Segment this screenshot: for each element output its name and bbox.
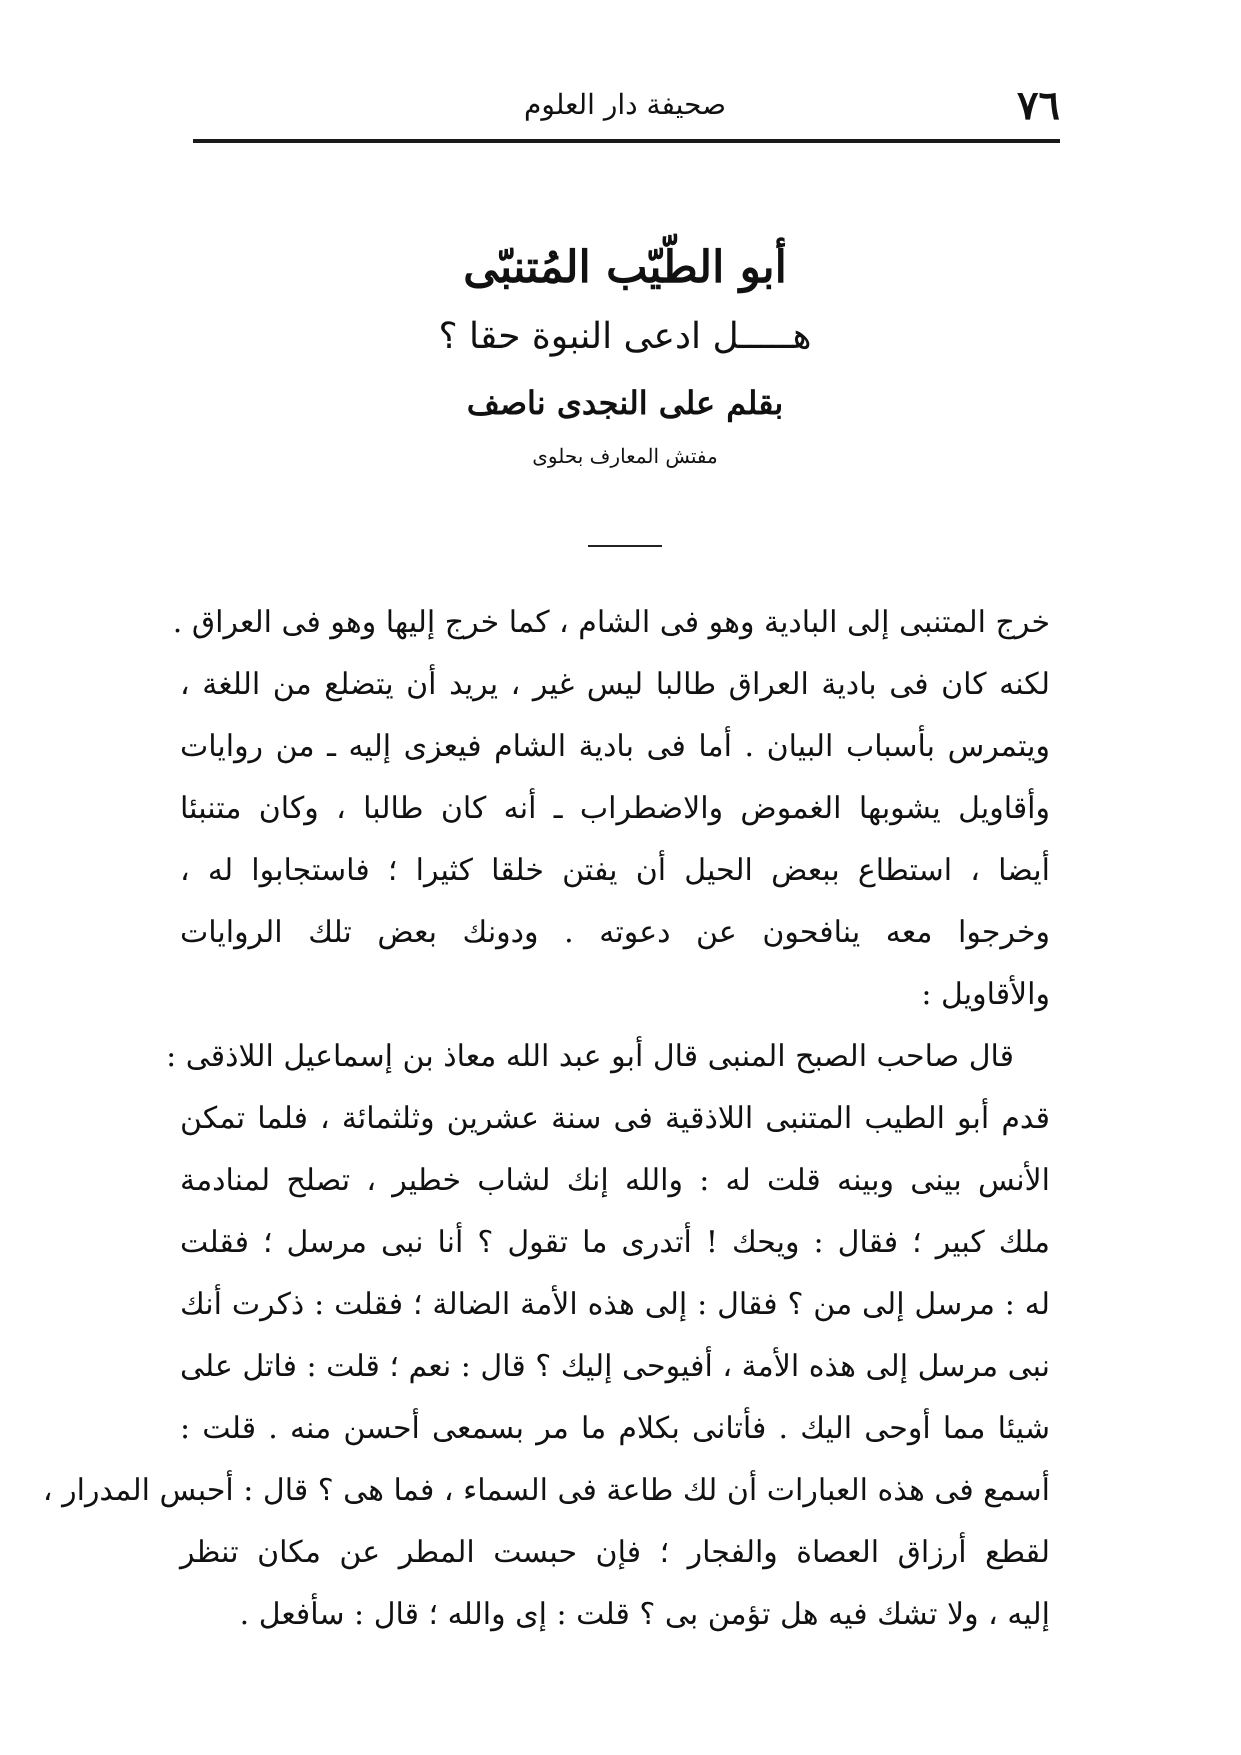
article-body bbox=[42, 592, 1050, 1646]
body-line: نبى مرسل إلى هذه الأمة ، أفيوحى إليك ؟ قال : نعم ؛ قلت : فاتل على bbox=[180, 1349, 1050, 1384]
journal-name: صحيفة دار العلوم bbox=[524, 88, 726, 121]
section-divider bbox=[588, 545, 662, 547]
body-line: وخرجوا معه ينافحون عن دعوته . ودونك بعض تلك الروايات bbox=[180, 915, 1050, 950]
article-subtitle: هـــــل ادعى النبوة حقا ؟ bbox=[438, 316, 812, 357]
body-line: ويتمرس بأسباب البيان . أما فى بادية الشام فيعزى إليه ـ من روايات bbox=[180, 729, 1050, 764]
article-author: بقلم على النجدى ناصف bbox=[466, 384, 784, 422]
header-rule bbox=[193, 139, 1060, 143]
body-line: أسمع فى هذه العبارات أن لك طاعة فى السماء ، فما هى ؟ قال : أحبس المدرار ، bbox=[42, 1473, 1050, 1508]
running-header bbox=[190, 80, 1060, 130]
body-line: والأقاويل : bbox=[921, 977, 1050, 1012]
body-line: قال صاحب الصبح المنبى قال أبو عبد الله معاذ بن إسماعيل اللاذقى : bbox=[166, 1039, 1014, 1074]
body-line: ملك كبير ؛ فقال : ويحك ! أتدرى ما تقول ؟ أنا نبى مرسل ؛ فقلت bbox=[180, 1225, 1050, 1260]
body-line: أيضا ، استطاع ببعض الحيل أن يفتن خلقا كثيرا ؛ فاستجابوا له ، bbox=[180, 853, 1050, 888]
body-line: لقطع أرزاق العصاة والفجار ؛ فإن حبست المطر عن مكان تنظر bbox=[180, 1535, 1050, 1570]
body-line: وأقاويل يشوبها الغموض والاضطراب ـ أنه كان طالبا ، وكان متنبئا bbox=[180, 791, 1050, 826]
body-line: لكنه كان فى بادية العراق طالبا ليس غير ، يريد أن يتضلع من اللغة ، bbox=[180, 667, 1050, 702]
article-title: أبو الطّيّب المُتنبّى bbox=[463, 242, 787, 293]
article-heading bbox=[190, 238, 1060, 470]
body-line: خرج المتنبى إلى البادية وهو فى الشام ، كما خرج إليها وهو فى العراق . bbox=[172, 605, 1050, 640]
author-role: مفتش المعارف بحلوى bbox=[532, 444, 718, 468]
body-line: له : مرسل إلى من ؟ فقال : إلى هذه الأمة الضالة ؛ فقلت : ذكرت أنك bbox=[180, 1287, 1050, 1322]
page-number: ٧٦ bbox=[1017, 82, 1060, 129]
body-line: قدم أبو الطيب المتنبى اللاذقية فى سنة عشرين وثلثمائة ، فلما تمكن bbox=[180, 1101, 1050, 1136]
body-line: شيئا مما أوحى اليك . فأتانى بكلام ما مر بسمعى أحسن منه . قلت : bbox=[180, 1411, 1050, 1446]
body-line: الأنس بينى وبينه قلت له : والله إنك لشاب خطير ، تصلح لمنادمة bbox=[180, 1163, 1050, 1198]
body-line: إليه ، ولا تشك فيه هل تؤمن بى ؟ قلت : إى والله ؛ قال : سأفعل . bbox=[239, 1597, 1050, 1632]
